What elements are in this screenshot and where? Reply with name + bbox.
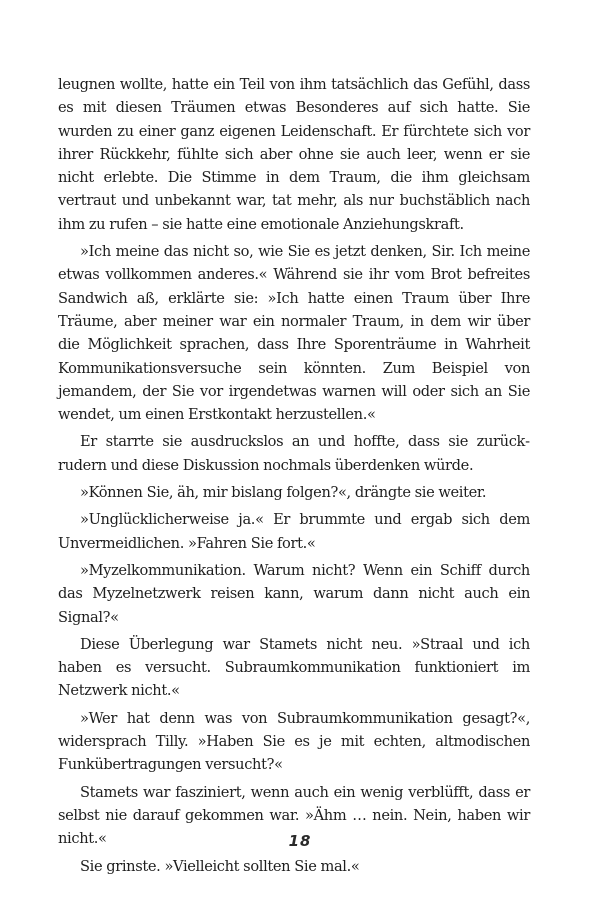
paragraph-9: Stamets war fasziniert, wenn auch ein wenig verblüfft, dass er selbst nie darauf gekommen war. »Ähm … nein. Nein, haben wir nicht.« <box>58 783 530 848</box>
paragraph-3: Er starrte sie ausdruckslos an und hoffte, dass sie zurückrudern und diese Diskussion nochmals überdenken würde. <box>58 433 530 474</box>
paragraph-6: »Myzelkommunikation. Warum nicht? Wenn ein Schiff durch das Myzelnetzwerk reisen kann, warum dann nicht auch ein Signal?« <box>58 561 530 626</box>
paragraph-1: leugnen wollte, hatte ein Teil von ihm tatsächlich das Gefühl, dass es mit diesen Träumen etwas Besonderes auf sich hatte. Sie wurden zu einer ganz eigenen Leidenschaft. Er fürchtete sich vor ihrer Rückkehr, fühlte sich aber ohne sie auch leer, wenn er sie nicht erlebte. Die Stimme in dem Traum, die ihm gleichsam vertraut und unbekannt war, tat mehr, als nur buchstäblich nach ihm zu rufen – sie hatte eine emotionale Anziehungskraft. <box>58 76 530 233</box>
paragraph-5: »Unglücklicherweise ja.« Er brummte und ergab sich dem Unvermeidlichen. »Fahren Sie fort.« <box>58 511 530 552</box>
paragraph-8: »Wer hat denn was von Subraumkommunikation gesagt?«, widersprach Tilly. »Haben Sie es je mit echten, altmodischen Funkübertragungen versucht?« <box>58 709 530 774</box>
page-number: 18 <box>288 832 312 850</box>
paragraph-2: »Ich meine das nicht so, wie Sie es jetzt denken, Sir. Ich meine etwas vollkommen anderes.« Während sie ihr vom Brot befreites Sandwich aß, erklärte sie: »Ich hatte einen Traum über Ihre Träume, aber meiner war ein normaler Traum, in dem wir über die Möglichkeit sprachen, dass Ihre Sporenträume in Wahrheit Kommunikationsversuche sein könnten. Zum Beispiel von jemandem, der Sie vor irgendetwas warnen will oder sich an Sie wendet, um einen Erstkontakt herzustellen.« <box>58 243 530 424</box>
paragraph-10: Sie grinste. »Vielleicht sollten Sie mal.« <box>80 857 360 875</box>
body-text <box>58 73 530 878</box>
paragraph-7: Diese Überlegung war Stamets nicht neu. »Straal und ich haben es versucht. Subraumkommunikation funktioniert im Netzwerk nicht.« <box>58 635 530 700</box>
paragraph-4: »Können Sie, äh, mir bislang folgen?«, drängte sie weiter. <box>80 484 487 502</box>
